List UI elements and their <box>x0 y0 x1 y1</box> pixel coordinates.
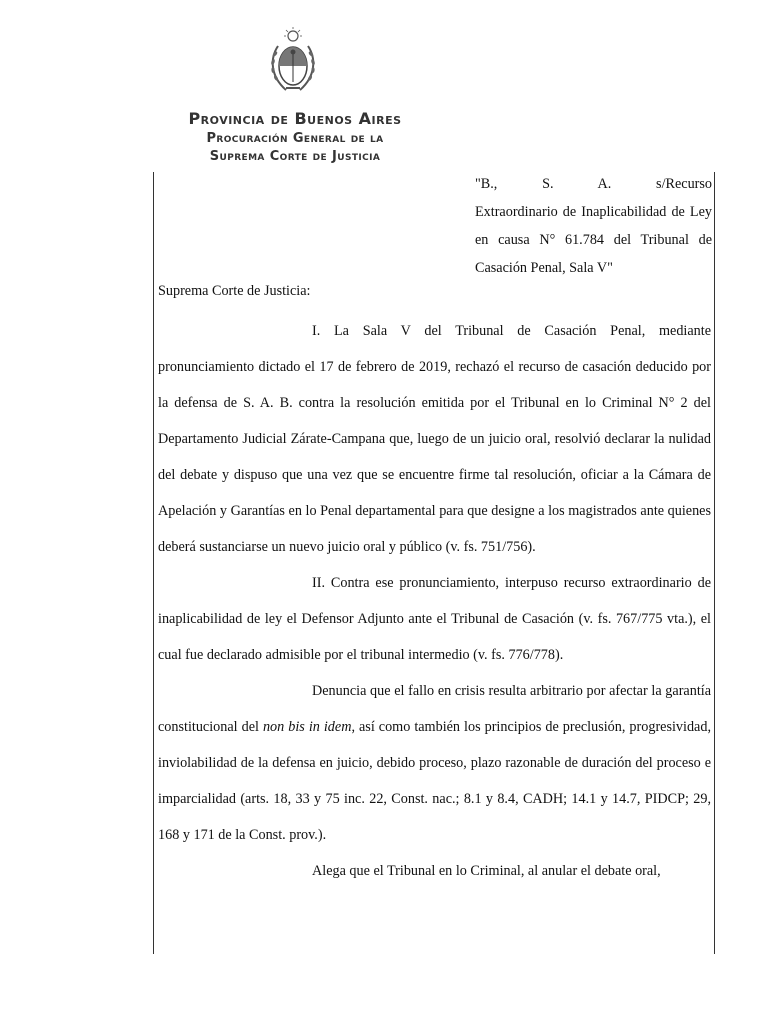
case-caption <box>475 170 712 282</box>
letterhead-office: Procuración General de la <box>206 131 384 146</box>
document-body <box>158 313 711 889</box>
case-caption-line: en causa N° 61.784 del Tribunal de <box>475 232 712 248</box>
paragraph-1: I. La Sala V del Tribunal de Casación Penal, mediante pronunciamiento dictado el 17 de febrero de 2019, rechazó el recurso de casación deducido por la defensa de S. A. B. contra la resolución emitida por el Tribunal en lo Criminal N° 2 del Departamento Judicial Zárate-Campana que, luego de un juicio oral, resolvió declarar la nulidad del debate y dispuso que una vez que se encuentre firme tal resolución, oficiar a la Cámara de Apelación y Garantías en lo Penal departamental para que designe a los magistrados ante quienes deberá sustanciarse un nuevo juicio oral y público (v. fs. 751/756). <box>158 323 711 555</box>
case-caption-line: Casación Penal, Sala V" <box>475 260 613 276</box>
salutation: Suprema Corte de Justicia: <box>158 283 311 299</box>
paragraph-4: Alega que el Tribunal en lo Criminal, al anular el debate oral, <box>312 863 661 879</box>
left-margin-rule <box>153 172 154 954</box>
coat-of-arms-icon <box>264 26 322 96</box>
letterhead-province: Provincia de Buenos Aires <box>188 109 402 128</box>
right-margin-rule <box>714 172 715 954</box>
paragraph-2: II. Contra ese pronunciamiento, interpuso recurso extraordinario de inaplicabilidad de ley el Defensor Adjunto ante el Tribunal de Casación (v. fs. 767/775 vta.), el cual fue declarado admisible por el tribunal intermedio (v. fs. 776/778). <box>158 575 711 663</box>
paragraph-3 <box>158 673 711 853</box>
latin-term: non bis in idem <box>262 719 352 735</box>
case-caption-line: "B., S. A. s/Recurso <box>475 176 712 192</box>
paragraph-3-text: Denuncia que el fallo en crisis resulta arbitrario por afectar la garantía constitucional del <box>158 683 711 735</box>
paragraph-3-text-cont: , así como también los principios de preclusión, progresividad, inviolabilidad de la defensa en juicio, debido proceso, plazo razonable de duración del proceso e imparcialidad (arts. 18, 33 y 75 inc. 22, Const. nac.; 8.1 y 8.4, CADH; 14.1 y 14.7, PIDCP; 29, 168 y 171 de la Const. prov.). <box>158 719 711 843</box>
letterhead-court: Suprema Corte de Justicia <box>209 149 381 164</box>
case-caption-line: Extraordinario de Inaplicabilidad de Ley <box>475 204 712 220</box>
letterhead <box>140 108 450 166</box>
